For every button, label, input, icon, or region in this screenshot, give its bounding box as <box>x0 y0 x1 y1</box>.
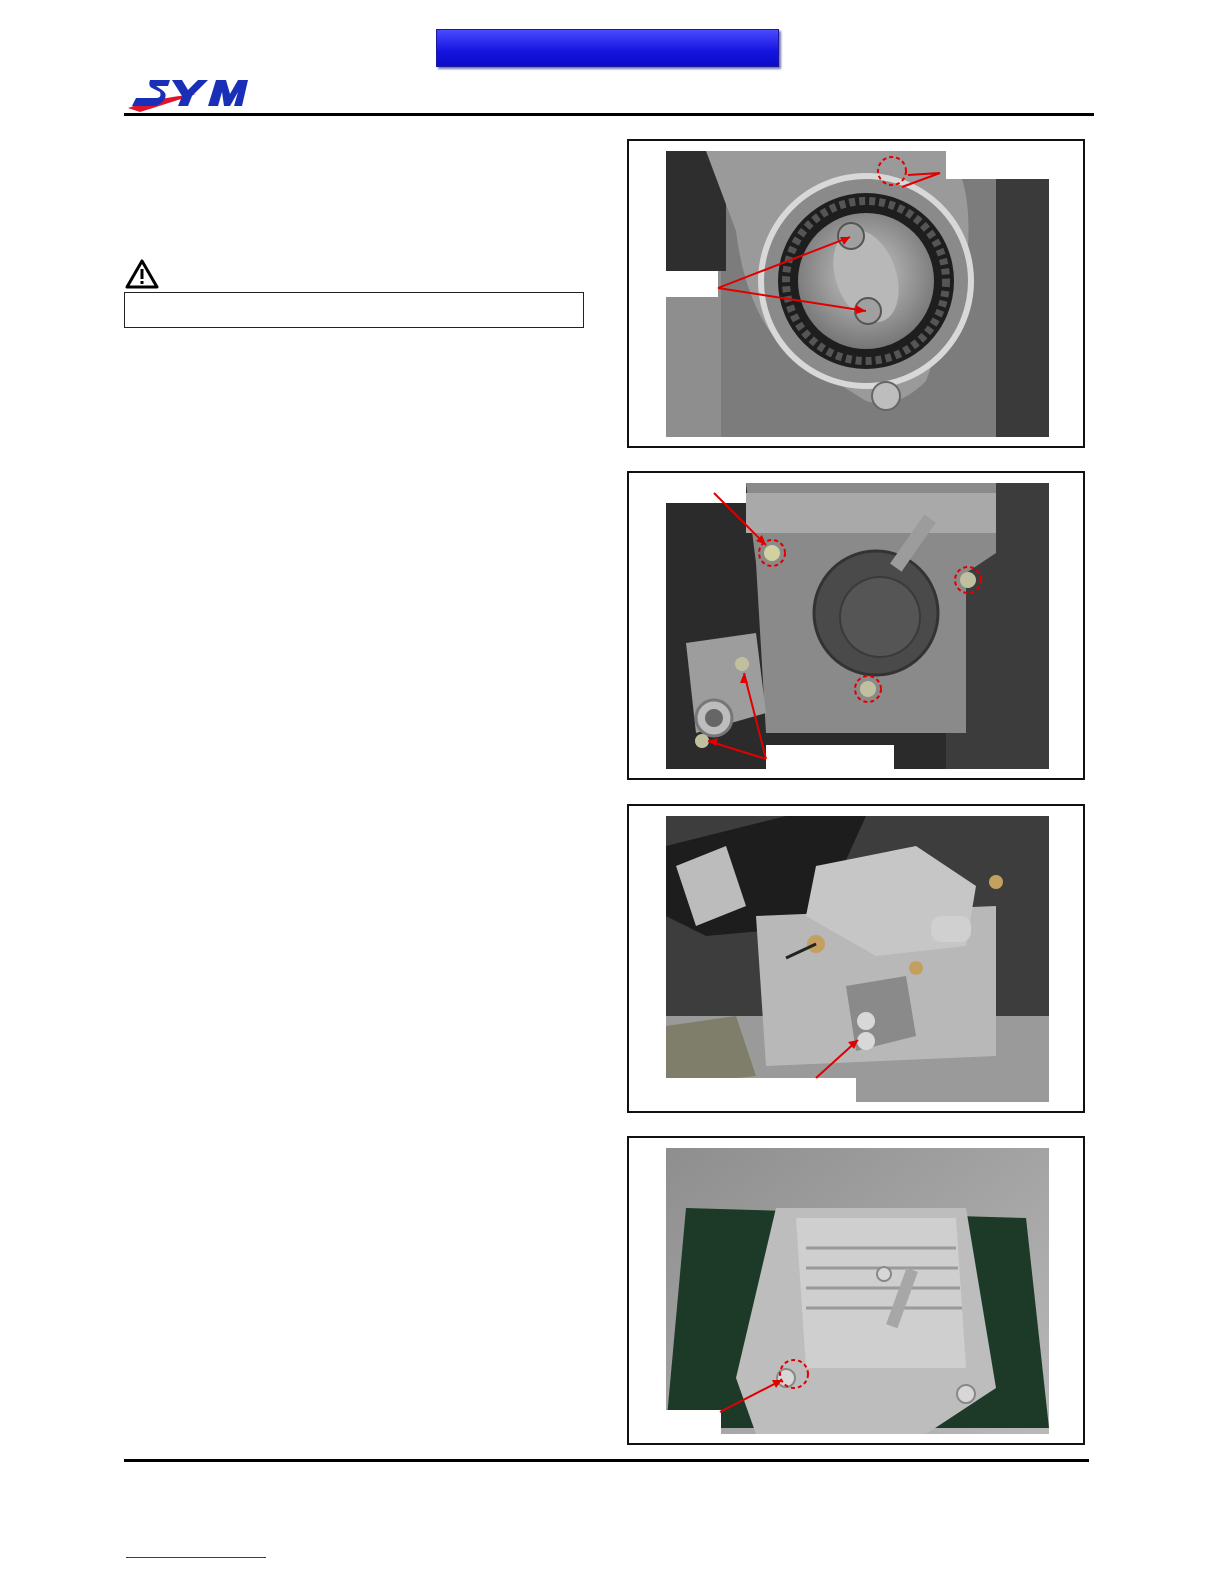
thermostat-housing-photo <box>666 816 1049 1102</box>
camshaft-sprocket-photo <box>666 151 1049 437</box>
side-cover-photo <box>666 483 1049 769</box>
figure-frame-2 <box>627 471 1085 780</box>
figure-frame-3 <box>627 804 1085 1113</box>
figure-frame-4 <box>627 1136 1085 1445</box>
sym-logo <box>126 68 250 112</box>
head-cover-photo <box>666 1148 1049 1434</box>
caution-box <box>124 292 584 328</box>
footer-divider <box>124 1459 1089 1462</box>
warning-triangle-icon <box>125 259 159 289</box>
section-title-bar <box>436 29 779 67</box>
footer-link-underline <box>126 1557 266 1558</box>
header-divider <box>124 113 1094 116</box>
figure-frame-1 <box>627 139 1085 448</box>
